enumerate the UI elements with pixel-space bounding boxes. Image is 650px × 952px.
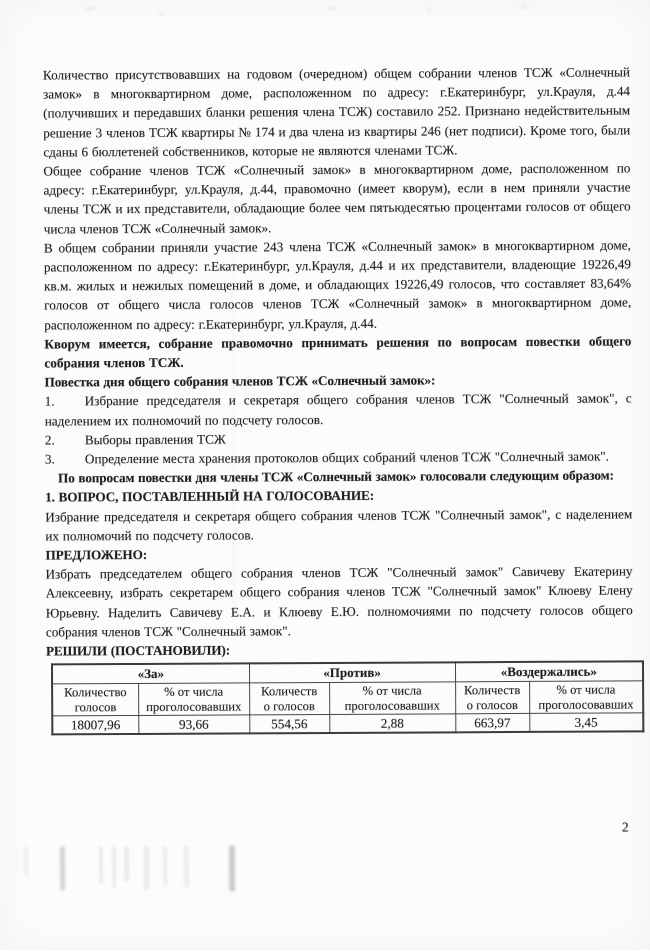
agenda-item-text: Определение места хранения протоколов общих собраний членов ТСЖ "Солнечный замок". [84,448,609,467]
paragraph-quorum-rule: Общее собрание членов ТСЖ «Солнечный замок» в многоквартирном доме, расположенном по адресу: г.Екатеринбург, ул.Крауля, д.44, правомочно (имеет кворум), если в нем приняли участие члены ТСЖ и их представители, обладающие более чем пятьюдесятью процентами голосов от общего числа членов ТСЖ «Солнечный замок». [43,160,631,237]
scan-streak [184,846,189,888]
votes-against-percent: 2,88 [329,714,455,733]
votes-abstained-percent: 3,45 [529,713,643,732]
agenda-item-1 [45,389,632,430]
header-line: о голосов [263,698,315,714]
votes-against-count: 554,56 [249,715,329,734]
header-line: % от числа [556,682,616,697]
proposed-text: Избрать председателем общего собрания членов ТСЖ "Солнечный замок" Савичеву Екатерину Алексеевну, избрать секретарем общего собрания членов ТСЖ "Солнечный замок" Клюеву Елену Юрьевну. Наделить Савичеву Е.А. и Клюеву Е.Ю. полномочиями по подсчету голосов общего собрания членов ТСЖ "Солнечный замок". [45,563,633,640]
header-line: проголосовавших [344,698,440,713]
header-line: проголосовавших [146,699,242,714]
scan-speck [86,6,96,11]
header-line: % от числа [362,683,422,699]
header-line: о голосов [466,697,518,713]
agenda-heading: Повестка дня общего собрания членов ТСЖ «Солнечный замок»: [44,372,436,390]
column-header [529,681,643,714]
paragraph-participation: В общем собрании приняли участие 243 члена ТСЖ «Солнечный замок» в многоквартирном доме, расположенном по адресу: г.Екатеринбург, ул.Крауля, д.44 и их представители, владеющие 19226,49 кв.м. жилых и нежилых помещений в доме, и обладающих 19226,49 голосов, что составляет 83,64% голосов от общего числа голосов членов ТСЖ «Солнечный замок» в многоквартирном доме, расположенном по адресу: г.Екатеринбург, ул.Крауля, д.44. [43,237,632,333]
voting-results-table [51,661,644,736]
question1-heading: 1. ВОПРОС, ПОСТАВЛЕННЫЙ НА ГОЛОСОВАНИЕ: [45,488,375,505]
scan-speck [328,7,337,11]
votes-for-count: 18007,96 [52,716,138,735]
page-number: 2 [621,819,629,835]
votes-for-percent: 93,66 [138,715,249,734]
header-line: голосов [74,699,117,715]
header-line: Количество [64,685,127,700]
table-subheader-row [52,681,643,716]
column-header [329,682,455,715]
header-line: проголосовавших [538,697,634,712]
resolved-heading: РЕШИЛИ (ПОСТАНОВИЛИ): [45,642,231,659]
agenda-item-number: 1. [44,393,55,409]
scan-streak [24,847,28,877]
agenda-item-text: Выборы правления ТСЖ [84,431,226,448]
proposed-heading: ПРЕДЛОЖЕНО: [45,547,148,563]
column-header [455,682,529,714]
scan-speck [521,5,529,9]
scan-streak [60,846,65,890]
table-values-row [52,713,643,735]
scan-streak [124,846,129,882]
scan-streak [229,845,235,891]
paragraph-attendance: Количество присутствовавших на годовом (очередном) общем собрании членов ТСЖ «Солнечный замок» в многоквартирном доме, расположенном по адресу: г.Екатеринбург, ул.Крауля, д.44 (получивших и передавших бланки решения члена ТСЖ) составило 252. Признано недействительным решение 3 членов ТСЖ квартиры № 174 и два члена из квартиры 246 (нет подписи). Кроме того, были сданы 6 бюллетеней собственников, которые не являются членами ТСЖ. [42,64,631,160]
column-header [138,683,249,716]
scan-streak [99,846,103,884]
agenda-item-number: 3. [44,451,55,467]
group-header-for: «За» [52,664,249,685]
agenda-item-text: Избрание председателя и секретаря общего собрания членов ТСЖ "Солнечный замок", с наделением их полномочий по подсчету голосов. [44,390,632,429]
document-body [43,62,634,735]
header-line: % от числа [164,684,224,700]
header-line: Количеств [260,684,318,699]
group-header-against: «Против» [249,663,455,684]
agenda-item-number: 2. [44,432,55,448]
question1-text: Избрание председателя и секретаря общего собрания членов ТСЖ "Солнечный замок", с наделением их полномочий по подсчету голосов. [45,506,633,544]
header-line: Количеств [463,683,521,698]
column-header [249,683,329,715]
group-header-abstained: «Воздержались» [455,662,643,682]
voting-intro: По вопросам повестки дня члены ТСЖ «Солнечный замок» голосовали следующим образом: [57,467,614,486]
scan-streak [144,846,149,890]
scan-speck [158,12,165,16]
paragraph-quorum-statement: Кворум имеется, собрание правомочно принимать решения по вопросам повестки общего собрания членов ТСЖ. [44,333,632,371]
scan-speck [426,8,433,12]
column-header [52,684,138,716]
votes-abstained-count: 663,97 [455,714,529,733]
scan-streak [112,846,116,888]
scan-streak [163,846,167,886]
